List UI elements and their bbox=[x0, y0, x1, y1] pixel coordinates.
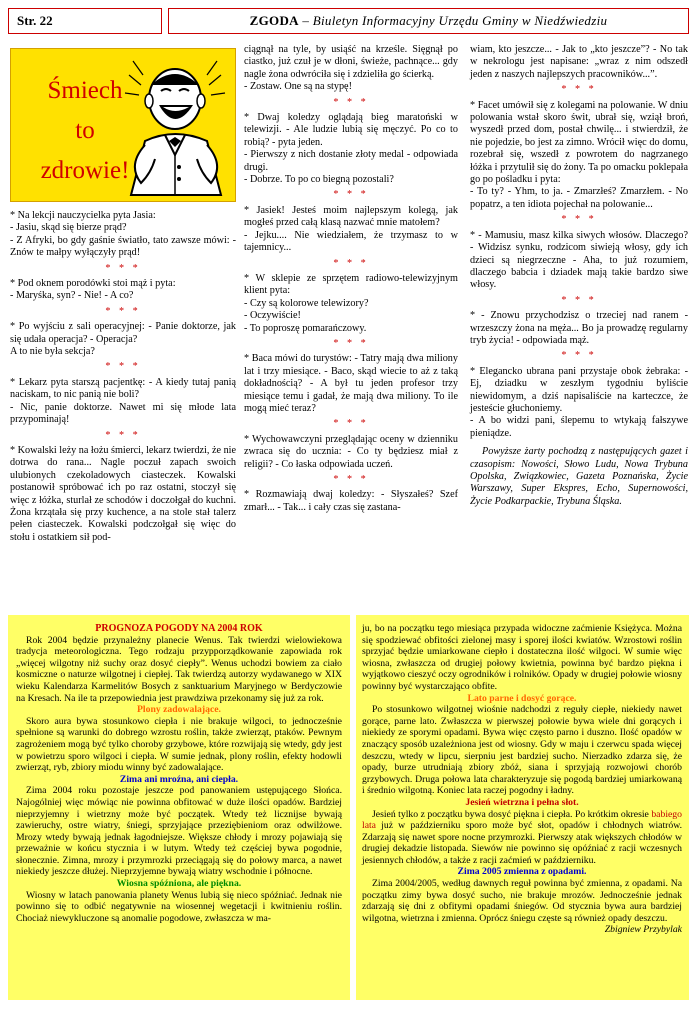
weather-paragraph: Zima 2004/2005, według dawnych reguł powinna być zmienna, z opadami. Na początku zimy bywa dosyć sucho, nie brakuje mrozów. Jednocześnie jednak zdarzają się dni z obfitymi opadami śniegów. Od stycznia bywa aura bardziej wilgotna, wietrzna i zmienna. Oprócz śniegu częste są również opady deszczu. bbox=[362, 878, 682, 924]
weather-paragraph: Po stosunkowo wilgotnej wiośnie nadchodzi z reguły ciepłe, niekiedy nawet gorące, parne lato. Zwłaszcza w pierwszej połowie bywa wiele dni gorących i niekiedy ze sporymi opadami. Bywa więc często parno i duszno. Ilość opadów w znaczący sposób uzależniona jest od wiosny. Gdy w maju i czerwcu spada więcej deszczu, wtedy w lipcu, sierpniu jest bardziej sucho. Nierzadko zdarza się, że opady, burze utrudniają zbiory zbóż, siana i sprzyjają rozwojowi chorób grzybowych. Druga połowa lata charakteryzuje się pogodą bardziej umiarkowaną i średnio wilgotną. Koniec lata raczej pogodny i ładny. bbox=[362, 704, 682, 797]
joke bbox=[470, 366, 688, 440]
joke-line: ciągnął na tyle, by usiąść na krześle. Sięgnął po ciastko, już czuł je w dłoni, świeże, pachnące... gdy nagle żona odwróciła się i zdzieliła go ścierką. bbox=[244, 44, 458, 80]
joke-line: - Z Afryki, bo gdy gaśnie światło, tato zawsze mówi: - Znów te małpy wyłączyły prąd! bbox=[10, 234, 236, 259]
weather-paragraph: Skoro aura bywa stosunkowo ciepła i nie brakuje wilgoci, to jednocześnie spełnione są warunki do dobrego wzrostu roślin, także zwierząt, ptaków. Pewnym zagrożeniem mogą być tylko choroby grzybowe, które rozwijają się wtedy, gdy jest w powietrzu sporo wilgoci i ciepła. W sumie jednak, plony roślin, efekty hodowli zwierząt, ryb, zbiory miodu winny być zadowalające. bbox=[16, 715, 342, 774]
joke-line: - Jasiu, skąd się bierze prąd? bbox=[10, 222, 127, 234]
separator: * * * bbox=[105, 361, 141, 373]
separator: * * * bbox=[561, 84, 597, 96]
jokes-source: Powyższe żarty pochodzą z następujących gazet i czasopism: Nowości, Słowo Ludu, Nowa Trybuna Opolska, Związkowiec, Gazeta Poznańska, Życie Warszawy, Super Ekspres, Echo, Supernowości, Życie Podkarpackie, Trybuna Śląska. bbox=[470, 446, 688, 507]
joke bbox=[470, 310, 688, 347]
joke-line: - To ty? - Yhm, to ja. - Zmarzłeś? Zmarzłem. - No popatrz, a ten idiota pojechał na polowanie... bbox=[470, 186, 688, 210]
weather-paragraph bbox=[362, 809, 682, 867]
separator: * * * bbox=[333, 96, 369, 108]
joke-line: * Dwaj koledzy oglądają bieg maratoński w telewizji. - Ale ludzie lubią się męczyć. Po co to robią? - pyta jeden. bbox=[244, 112, 458, 148]
joke-line: - Nic, panie doktorze. Nawet mi się młode lata przypominają! bbox=[10, 401, 236, 426]
joke bbox=[10, 278, 236, 303]
humor-banner bbox=[10, 48, 236, 202]
joke bbox=[244, 112, 458, 186]
weather-column-2 bbox=[362, 623, 682, 936]
weather-paragraph: Zima 2004 roku pozostaje jeszcze pod panowaniem ustępującego Słońca. Najogólniej więc mówiąc nie powinna obfitować w duże ilości opadów. Bardziej nieprzyjemny i wietrzny może być początek. Wtedy też licznijse bywają zawieruchy, ostre wiatry, śniegi, sprzyjające przeziębieniom oraz odwilżowe. Mrozy wtedy bywają jednak łagodniejsze. Większe chłody i mrozy pojawiają się przeważnie w końcu stycznia i w lutym. Wtedy też częściej bywa pogodnie, słonecznie. Zimna, mrozy i przymrozki przeciągają się do połowy marca, a nawet niekiedy jeszcze dłużej. Nieprzyjemne bywają wiatry wschodnie i północne. bbox=[16, 785, 342, 878]
separator: * * * bbox=[105, 262, 141, 274]
joke-line: * Wychowawczyni przeglądając oceny w dzienniku zwraca się do ucznia: - Co ty będziesz miał z religii? - Co łaska odpowiada uczeń. bbox=[244, 433, 458, 470]
joke bbox=[470, 230, 688, 292]
weather-column-1 bbox=[16, 623, 342, 924]
joke-line: * W sklepie ze sprzętem radiowo-telewizyjnym klient pyta: bbox=[244, 272, 458, 297]
jokes-column-3 bbox=[470, 44, 688, 508]
joke bbox=[244, 273, 458, 335]
separator: * * * bbox=[561, 350, 597, 362]
weather-subheading: Plony zadowalające. bbox=[137, 704, 221, 716]
separator: * * * bbox=[333, 337, 369, 349]
text-span: już w październiku sporo może być słot, opadów i chłodnych wiatrów. Zdarzają się nawet spore nocne przymrozki. Pierwszy atak większych chłodów w drugiej dekadzie listopada. Siewów nie powinno się opóźniać z racji wczesnych jesiennych chłodów, a także z racji zaćmień w październiku. bbox=[362, 820, 682, 866]
header-title bbox=[168, 8, 689, 34]
weather-paragraph: Rok 2004 będzie przynależny planecie Wenus. Tak twierdzi wielowiekowa tradycja meteorologiczna. Tego rodzaju przypporządkowanie zapowiada rok „więcej wilgotny niż suchy oraz dosyć ciepły”. Wenus uchodzi bowiem za ciało kosmiczne o naturze wilgotnej i ciepłej. Tak twierdzą autorzy wydawanego w XIX wieku Kalendarza Karmelitów Bosych z sanktuarium Maryjnego w Berdyczowie na Kresach. Na ile ta przepowiednia jest prawdziwa przekonamy się już za rok. bbox=[16, 634, 342, 704]
separator: * * * bbox=[105, 305, 141, 317]
joke-line: * Baca mówi do turystów: - Tatry mają dwa miliony lat i trzy miesiące. - Baco, skąd wiecie to aż z taką dokładnością? - A był tu jeden profesor trzy miesiące temu i gadał, że mają dwa miliony. To ile mogą mieć teraz? bbox=[244, 353, 458, 414]
banner-line: zdrowie! bbox=[40, 157, 130, 184]
author-signature: Zbigniew Przybylak bbox=[604, 924, 682, 936]
weather-paragraph: Wiosny w latach panowania planety Wenus lubią się nieco spóźniać. Jednak nie powinno się to odbić negatywnie na wiosennej wegetacji i kwitnieniu roślin. Chociaż niewykluczone są anomalie pogodowe, zwłaszcza w ma- bbox=[16, 889, 342, 924]
joke bbox=[244, 489, 458, 514]
joke-line: - A bo widzi pani, ślepemu to wtykają fałszywe pieniądze. bbox=[470, 415, 688, 439]
separator: * * * bbox=[333, 257, 369, 269]
weather-subheading: Lato parne i dosyć gorące. bbox=[467, 692, 577, 704]
joke bbox=[244, 205, 458, 255]
weather-subheading: Jesień wietrzna i pełna słot. bbox=[465, 796, 579, 808]
joke-line: - Jejku.... Nie wiedziałem, że trzymasz to w tajemnicy... bbox=[244, 229, 458, 254]
joke-line: - Czy są kolorowe telewizory? bbox=[244, 297, 369, 309]
text-span: Jesień tylko z początku bywa dosyć piękna i ciepła. Po krótkim okresie bbox=[372, 808, 652, 820]
joke bbox=[244, 434, 458, 471]
weather-title: PROGNOZA POGODY NA 2004 ROK bbox=[95, 623, 263, 634]
joke-line: - Dobrze. To po co biegną pozostali? bbox=[244, 174, 394, 186]
weather-subheading: Wiosna spóźniona, ale piękna. bbox=[116, 878, 242, 890]
joke-line: wiam, kto jeszcze... - Jak to „kto jeszcze”? - No tak w nekrologu jest napisane: „wraz z nim odszedł jeden z naszych najlepszych pracowników...”. bbox=[470, 44, 688, 80]
joke-line: * Jasiek! Jesteś moim najlepszym kolegą, jak mogłeś przed całą klasą nazwać mnie matołem? bbox=[244, 204, 458, 229]
joke-line: * Facet umówił się z kolegami na polowanie. W dniu polowania wstał skoro świt, ubrał się, wziął broń, wyszedł przed dom, postał chwilę... i stwierdził, że nie pojedzie, bo jest za zimno. Wrócił więc do domu, rozebrał się, wszedł z powrotem do nagrzanego łóżka i przytulił się do żony. Ta po omacku poklepała go po pośladku i pyta: bbox=[470, 99, 688, 186]
joke bbox=[10, 445, 236, 544]
joke-line: A to nie była sekcja? bbox=[10, 346, 95, 358]
joke-line: * - Znowu przychodzisz o trzeciej nad ranem - wrzeszczy żona na męża... Bo ja prowadzę regularny tryb życia! - odpowiada mąż. bbox=[470, 310, 688, 346]
jokes-column-2 bbox=[244, 44, 458, 514]
weather-subheading: Zima ani mroźna, ani ciepła. bbox=[119, 773, 239, 785]
joke-line: - Maryśka, syn? - Nie! - A co? bbox=[10, 290, 134, 302]
separator: * * * bbox=[561, 294, 597, 306]
joke-line: * Rozmawiają dwaj koledzy: - Słyszałeś? Szef zmarł... - Tak... i cały czas się zastana- bbox=[244, 489, 458, 513]
joke-line: - Pierwszy z nich dostanie złoty medal - odpowiada drugi. bbox=[244, 149, 458, 173]
separator: * * * bbox=[333, 474, 369, 485]
joke-line: * Lekarz pyta starszą pacjentkę: - A kiedy tutaj panią naciskam, to nic panią nie boli? bbox=[10, 376, 236, 401]
header-dash: – bbox=[302, 13, 310, 28]
separator: * * * bbox=[105, 429, 141, 441]
weather-paragraph: ju, bo na początku tego miesiąca przypada widoczne zaćmienie Księżyca. Można się spodziewać obfitości zielonej masy i sporej ilości kwiatów. Wzrostowi roślin sprzyjać będzie umiarkowane ciepło i dostateczna ilość wilgoci. W sumie więc wiosna, zwłaszcza od drugiej połowy kwietnia, powinna być bardzo piękna i wyjątkowo cieszyć oczy ogrodników i rolników. Opady w drugiej połowie wiosny powinny być wystarczająco obfite. bbox=[362, 623, 682, 692]
joke-line: * Na lekcji nauczycielka pyta Jasia: bbox=[10, 210, 156, 221]
joke-line: * Po wyjściu z sali operacyjnej: - Panie doktorze, jak się udała operacja? - Operacja? bbox=[10, 321, 236, 345]
weather-subheading: Zima 2005 zmienna z opadami. bbox=[457, 866, 587, 878]
joke bbox=[10, 210, 236, 260]
joke bbox=[244, 44, 458, 94]
magazine-name: ZGODA bbox=[249, 13, 299, 28]
page-number: Str. 22 bbox=[8, 8, 162, 34]
joke-line: - To poproszę pomarańczowy. bbox=[244, 322, 367, 334]
joke-line: - Zostaw. One są na stypę! bbox=[244, 81, 352, 93]
joke bbox=[470, 100, 688, 212]
joke-line: * - Mamusiu, masz kilka siwych włosów. Dlaczego? - Widzisz synku, rodzicom siwieją włosy, gdy ich dzieci są niegrzeczne - Aha, to już rozumiem, dlaczego babcia i dziadek mają takie bardzo siwe włosy. bbox=[470, 229, 688, 291]
laughing-man-icon bbox=[121, 55, 231, 197]
column-divider bbox=[350, 615, 356, 1000]
highlight-span: babiego lata bbox=[362, 808, 682, 832]
joke-line: * Pod oknem porodówki stoi mąż i pyta: bbox=[10, 278, 176, 290]
joke-line: - Oczywiście! bbox=[244, 310, 301, 322]
separator: * * * bbox=[333, 189, 369, 201]
joke bbox=[10, 321, 236, 358]
separator: * * * bbox=[561, 214, 597, 226]
jokes-column-1 bbox=[10, 210, 236, 544]
joke-line: * Elegancko ubrana pani przystaje obok żebraka: - Ej, dziadku w zeszłym tygodniu byliście niewidomym, a dziś napisaliście na karteczce, że jesteście głuchoniemy. bbox=[470, 365, 688, 414]
weather-forecast-section bbox=[8, 615, 689, 1000]
separator: * * * bbox=[333, 418, 369, 430]
magazine-subtitle: Biuletyn Informacyjny Urzędu Gminy w Niedźwiedziu bbox=[312, 13, 608, 28]
joke bbox=[10, 377, 236, 427]
banner-line: to bbox=[75, 117, 95, 144]
joke-line: * Kowalski leży na łożu śmierci, lekarz twierdzi, że nie dotrwa do rana... Nagle poczuł zapach swoich ulubionych czekoladowych ciasteczek. Kowalski postanowił spróbować ich po raz ostatni, stoczył się więc z łóżka, sturlał ze schodów i doczołgał do kuchni. Żona krzątała się przy kuchence, a na stole stał talerz pełen ciasteczek. Kowalski podczołgał się więc do stołu i ostatkiem sił pod- bbox=[10, 444, 237, 543]
joke bbox=[244, 353, 458, 415]
joke bbox=[470, 44, 688, 81]
banner-line: Śmiech bbox=[47, 77, 123, 104]
